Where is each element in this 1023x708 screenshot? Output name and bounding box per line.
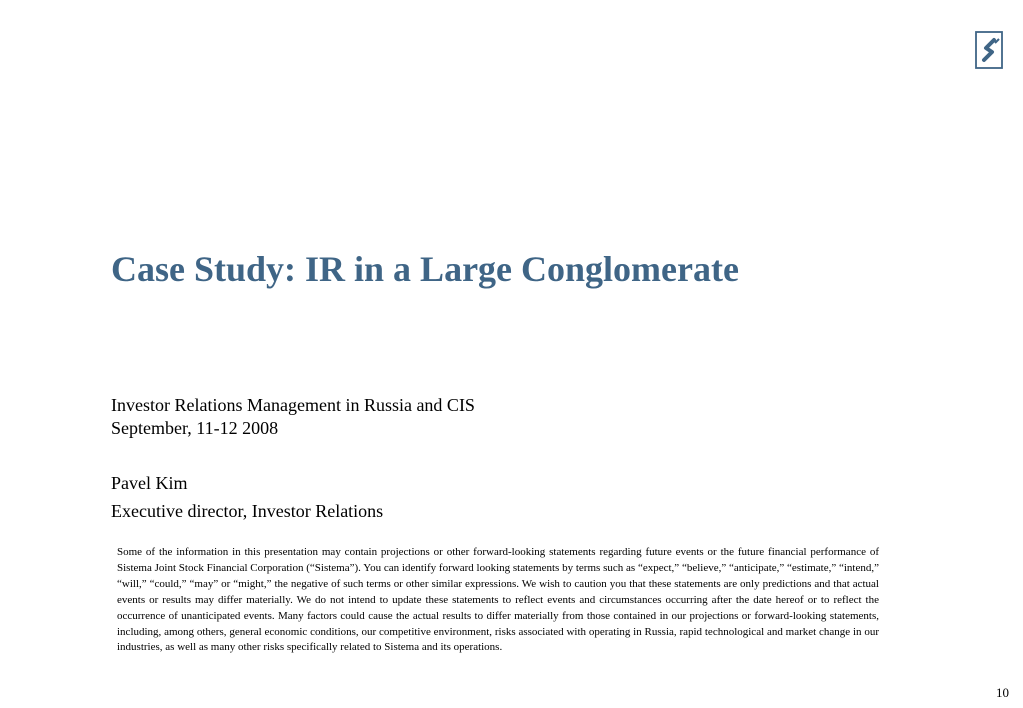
slide-title: Case Study: IR in a Large Conglomerate <box>111 249 739 289</box>
event-info <box>111 394 475 440</box>
speaker-info <box>111 469 383 525</box>
speaker-name: Pavel Kim <box>111 473 188 493</box>
speaker-role: Executive director, Investor Relations <box>111 501 384 521</box>
event-date: September, 11-12 2008 <box>111 418 279 438</box>
sistema-logo-icon <box>975 31 1003 69</box>
disclaimer-text: Some of the information in this presentation may contain projections or other forward-looking statements regarding future events or the future financial performance of Sistema Joint Stock Financial Corporation (“Sistema”). You can identify forward looking statements by terms such as “expect,” “believe,” “anticipate,” “estimate,” “intend,” “will,” “could,” “may” or “might,” the negative of such terms or other similar expressions. We wish to caution you that these statements are only predictions and that actual events or results may differ materially. We do not intend to update these statements to reflect events and circumstances occurring after the date hereof or to reflect the occurrence of unanticipated events. Many factors could cause the actual results to differ materially from those contained in our projections or forward-looking statements, including, among others, general economic conditions, our competitive environment, risks associated with operating in Russia, rapid technological and market change in our industries, as well as many other risks specifically related to Sistema and its operations. <box>117 546 879 654</box>
page-number: 10 <box>996 685 1009 700</box>
event-name: Investor Relations Management in Russia and CIS <box>111 395 475 415</box>
